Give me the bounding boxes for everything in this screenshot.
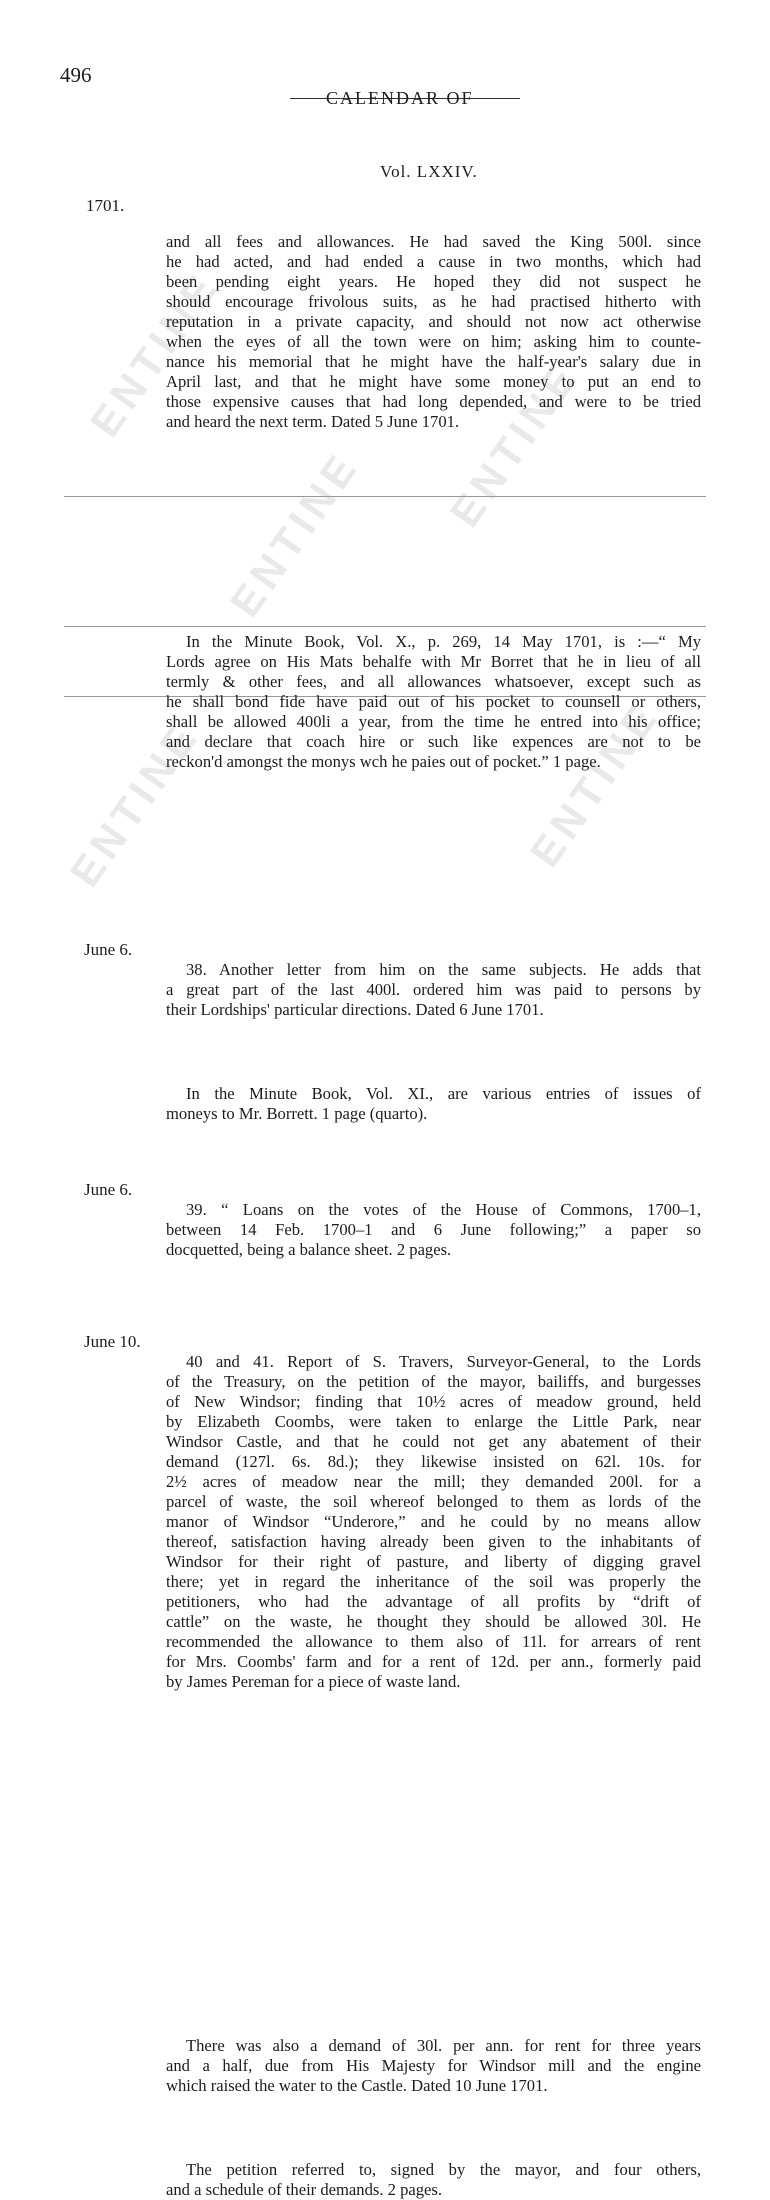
text-line: docquetted, being a balance sheet. 2 pages. (166, 1240, 452, 1259)
entry-separator (64, 626, 706, 627)
text-line: which raised the water to the Castle. Dated 10 June 1701. (166, 2076, 548, 2095)
text-line: 2½ acres of meadow near the mill; they demanded 200l. for a (166, 1472, 701, 1491)
text-line: their Lordships' particular directions. Dated 6 June 1701. (166, 1000, 544, 1019)
text-line: of New Windsor; finding that 10½ acres of meadow ground, held (166, 1392, 701, 1411)
text-line: cattle” on the waste, he thought they should be allowed 30l. He (166, 1612, 701, 1631)
text-line: reputation in a private capacity, and should not now act otherwise (166, 312, 701, 331)
text-line: should encourage frivolous suits, as he had practised hitherto with (166, 292, 701, 311)
text-line: In the Minute Book, Vol. X., p. 269, 14 May 1701, is :—“ My (186, 632, 701, 651)
watermark: ENTINE (80, 262, 229, 446)
running-head: CALENDAR OF (326, 88, 474, 108)
text-line: and all fees and allowances. He had saved the King 500l. since (166, 232, 701, 251)
page-number: 496 (60, 63, 92, 87)
text-line: nance his memorial that he might have the half-year's salary due in (166, 352, 701, 371)
text-line: by Elizabeth Coombs, were taken to enlarge the Little Park, near (166, 1412, 701, 1431)
text-line: of the Treasury, on the petition of the mayor, bailiffs, and burgesses (166, 1372, 701, 1391)
text-line: Windsor Castle, and that he could not get any abatement of their (166, 1432, 701, 1451)
entry-40-petition (166, 2160, 701, 2200)
text-line: there; yet in regard the inheritance of the soil was properly the (166, 1572, 701, 1591)
text-line: thereof, satisfaction having already been given to the inhabitants of (166, 1532, 701, 1551)
text-line: recommended the allowance to them also of 11l. for arrears of rent (166, 1632, 701, 1651)
text-line: petitioners, who had the advantage of all profits by “drift of (166, 1592, 701, 1611)
text-line: and declare that coach hire or such like expences are not to be (166, 732, 701, 751)
text-line: 38. Another letter from him on the same subjects. He adds that (186, 960, 701, 979)
watermark: ENTINE (60, 712, 209, 896)
text-line: he shall bond fide have paid out of his pocket to counsell or others, (166, 692, 701, 711)
text-line: April last, and that he might have some money to put an end to (166, 372, 701, 391)
watermark: ENTINE (520, 692, 669, 876)
text-line: reckon'd amongst the monys wch he paies out of pocket.” 1 page. (166, 752, 601, 771)
text-line: parcel of waste, the soil whereof belonged to them as lords of the (166, 1492, 701, 1511)
entry-date: June 6. (84, 940, 133, 959)
entry-40-41 (166, 1352, 701, 1692)
entry-39 (166, 1200, 701, 1260)
text-line: when the eyes of all the town were on him; asking him to counte- (166, 332, 701, 351)
text-line: demand (127l. 6s. 8d.); they likewise insisted on 62l. 10s. for (166, 1452, 701, 1471)
text-line: and a schedule of their demands. 2 pages. (166, 2180, 443, 2199)
entry-38 (166, 960, 701, 1020)
minute-book-note (166, 632, 701, 772)
watermark: ENTINE (440, 352, 589, 536)
entry-40-demand (166, 2036, 701, 2096)
text-line: and heard the next term. Dated 5 June 1701. (166, 412, 460, 431)
entry-date: June 6. (84, 1180, 133, 1199)
text-line: been pending eight years. He hoped they did not suspect he (166, 272, 701, 291)
watermark: ENTINE (220, 442, 369, 626)
entry-38-note (166, 1084, 701, 1124)
volume-heading: Vol. LXXIV. (380, 162, 478, 181)
text-line: those expensive causes that had long depended, and were to be tried (166, 392, 701, 411)
text-line: by James Pereman for a piece of waste land. (166, 1672, 461, 1691)
text-line: The petition referred to, signed by the mayor, and four others, (186, 2160, 701, 2179)
text-line: between 14 Feb. 1700–1 and 6 June following;” a paper so (166, 1220, 701, 1239)
text-line: In the Minute Book, Vol. XI., are various entries of issues of (186, 1084, 701, 1103)
text-line: a great part of the last 400l. ordered him was paid to persons by (166, 980, 701, 999)
text-line: 39. “ Loans on the votes of the House of Commons, 1700–1, (186, 1200, 701, 1219)
text-line: There was also a demand of 30l. per ann. for rent for three years (186, 2036, 701, 2055)
text-line: and a half, due from His Majesty for Windsor mill and the engine (166, 2056, 701, 2075)
text-line: shall be allowed 400li a year, from the time he entred into his office; (166, 712, 701, 731)
margin-year: 1701. (86, 196, 125, 215)
entry-date: June 10. (84, 1332, 141, 1351)
text-line: manor of Windsor “Underore,” and he could by no means allow (166, 1512, 701, 1531)
entry-continuation (166, 232, 701, 432)
text-line: termly & other fees, and all allowances whatsoever, except such as (166, 672, 701, 691)
text-line: for Mrs. Coombs' farm and for a rent of 12d. per ann., formerly paid (166, 1652, 701, 1671)
text-line: 40 and 41. Report of S. Travers, Surveyor-General, to the Lords (186, 1352, 701, 1371)
text-line: moneys to Mr. Borrett. 1 page (quarto). (166, 1104, 428, 1123)
entry-separator (64, 496, 706, 497)
text-line: Windsor for their right of pasture, and liberty of digging gravel (166, 1552, 701, 1571)
text-line: Lords agree on His Mats behalfe with Mr Borret that he in lieu of all (166, 652, 701, 671)
text-line: he had acted, and had ended a cause in two months, which had (166, 252, 701, 271)
